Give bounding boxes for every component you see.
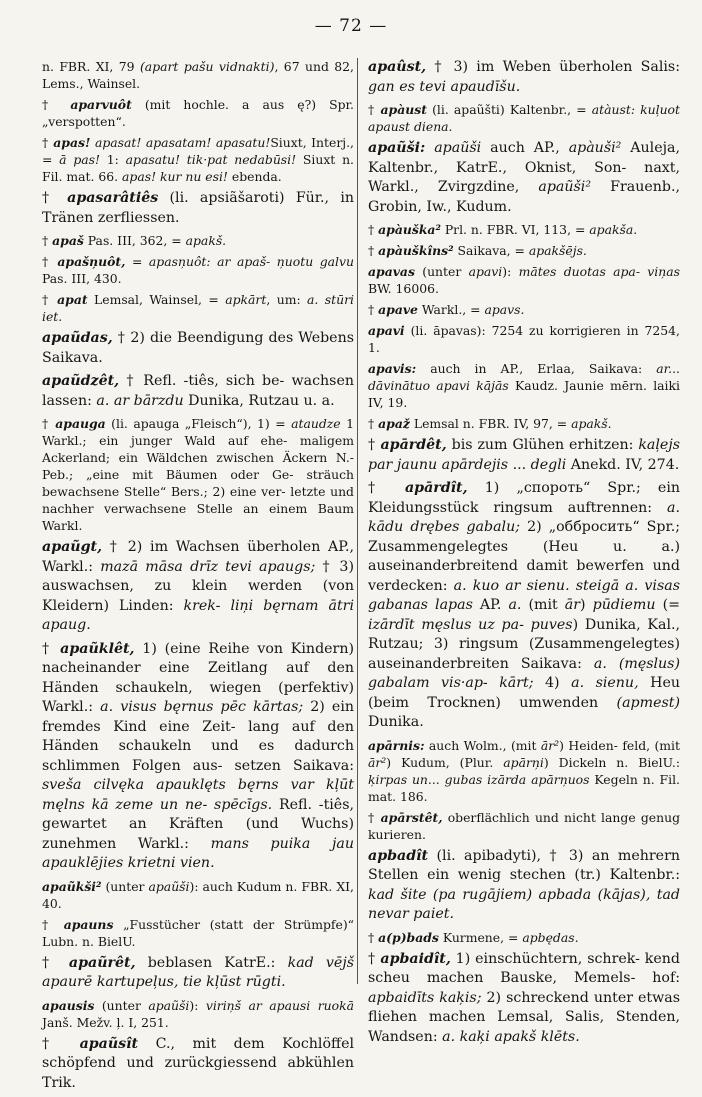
column-divider <box>357 58 358 984</box>
entry-headword: apaũkši² <box>42 878 102 894</box>
entry-text: (mit hochle. a aus ę?) Spr. „verspotten“. <box>42 97 354 129</box>
entry-text: (unter <box>94 997 149 1013</box>
entry-text: † <box>42 292 58 307</box>
dictionary-entry <box>368 950 680 1048</box>
entry-headword: apaũgt, <box>42 539 103 555</box>
entry-headword: apàuška² <box>378 222 441 237</box>
entry-headword: apavas <box>368 264 415 279</box>
dictionary-entry <box>42 997 354 1031</box>
entry-text: † <box>42 233 53 248</box>
entry-headword: apasarâtiês <box>67 190 159 206</box>
entry-text: † <box>368 950 381 967</box>
entry-headword: aparvuôt <box>70 97 132 112</box>
entry-headword: apauns <box>63 916 114 932</box>
entry-text: BW. 16006. <box>368 281 439 296</box>
entry-text: (unter <box>101 878 149 894</box>
entry-text: C., mit dem Kochlöffel schöpfend und zurückgiessend abkühlen Trik. <box>42 1035 354 1091</box>
entry-headword: apavi <box>368 323 405 338</box>
entry-headword: apaũdas, <box>42 330 113 346</box>
dictionary-entry <box>368 479 680 733</box>
entry-example: mātes duotas apa- viņas <box>518 264 680 279</box>
dictionary-entry <box>368 360 680 411</box>
entry-text: † <box>42 640 61 657</box>
entry-text: ) <box>580 597 593 613</box>
dictionary-entry <box>368 139 680 217</box>
entry-example: krek- liņi bęrnam ātri apaug. <box>42 597 354 633</box>
entry-example: apasņuôt: ar apaš- ņuotu galvu <box>148 254 355 269</box>
entry-headword: apaũši: <box>368 140 426 156</box>
entry-text: (= <box>655 597 680 613</box>
entry-text: auch AP., <box>481 140 569 156</box>
dictionary-entry <box>42 954 354 993</box>
dictionary-entry <box>42 1035 354 1094</box>
entry-text: Dunika. <box>368 714 424 730</box>
entry-example: a. ar bārzdu <box>96 392 184 409</box>
entry-text: Saikava, = <box>453 243 529 258</box>
dictionary-entry <box>368 809 680 843</box>
entry-headword: apārnis: <box>368 737 425 753</box>
entry-example: apkārt <box>225 292 267 307</box>
entry-text: Kegeln n. Fil. mat. 186. <box>368 771 680 804</box>
dictionary-entry <box>42 640 354 874</box>
entry-example: (apart pašu vidnakti) <box>139 59 275 74</box>
dictionary-entry <box>368 263 680 297</box>
entry-text: = <box>125 254 149 269</box>
entry-text: ): <box>502 264 519 279</box>
entry-text: Lemsal n. FBR. IV, 97, = <box>409 416 572 431</box>
entry-headword: a(p)bads <box>378 929 439 945</box>
entry-text: auch in AP., Erlaa, Saikava: <box>416 361 657 376</box>
entry-headword: apaš <box>52 233 84 248</box>
entry-text: beblasen KatrE.: <box>135 954 288 971</box>
entry-text: ) Heiden- feld, (mit <box>559 737 680 753</box>
entry-headword: apbadît <box>368 847 429 864</box>
entry-example: ār² <box>540 737 560 753</box>
entry-example: apakš. <box>571 416 612 431</box>
entry-example: ār² <box>368 754 387 770</box>
dictionary-entry <box>368 58 680 97</box>
entry-text: ): <box>189 997 206 1013</box>
dictionary-entry <box>42 232 354 249</box>
entry-example: apaũši <box>148 997 190 1013</box>
entry-example: a. (męslus) gabalam vis·ap- kārt; <box>368 655 680 691</box>
entry-text: 1) (eine Reihe von Kindern) nacheinander eine Zeitlang auf den Händen schaukeln, wiegen (perfektiv) Warkl.: <box>42 640 354 715</box>
entry-text: 4) <box>533 675 572 691</box>
entry-text: Heu (beim Trocknen) umwenden <box>368 675 681 711</box>
entry-text: ) Dunika, Kal., Rutzau; 3) ringsum (Zusammengelegtes) auseinanderbreiten Saikava: <box>368 616 681 672</box>
entry-text: † <box>368 416 379 431</box>
dictionary-entry <box>368 929 680 946</box>
entry-headword: apaũklêt, <box>60 640 135 657</box>
entry-text: „Fusstücher (statt der Strümpfe)“ Lubn. n. BielU. <box>42 916 354 949</box>
entry-example: apakša. <box>589 222 638 237</box>
dictionary-entry <box>368 242 680 259</box>
entry-text: 1) einschüchtern, schrek- kend scheu machen Bauske, Memels- hof: <box>368 950 680 986</box>
entry-text: † <box>42 254 58 269</box>
entry-headword: apauga <box>55 416 106 431</box>
right-column <box>368 58 680 1051</box>
entry-example: apaũši <box>434 140 482 156</box>
entry-example: apbędas. <box>522 929 579 945</box>
entry-example: ķirpas un... gubas izārda apārņuos <box>368 771 590 787</box>
dictionary-entry <box>368 847 680 925</box>
entry-headword: apaũsît <box>79 1035 139 1052</box>
entry-text: Siuxt, Interj., = <box>42 135 354 167</box>
entry-example: atàust: kuļuot apaust diena. <box>368 102 680 134</box>
entry-headword: apausis <box>42 997 95 1013</box>
entry-example: gan es tevi apaudīšu. <box>368 78 521 95</box>
entry-headword: apat <box>57 292 88 307</box>
dictionary-entry <box>42 253 354 287</box>
entry-headword: apave <box>378 302 418 317</box>
entry-text: oberflächlich und nicht lange genug kurieren. <box>368 809 680 842</box>
entry-text: † <box>42 97 71 112</box>
entry-text: bis zum Glühen erhitzen: <box>446 437 639 453</box>
entry-text: Pas. III, 430. <box>42 271 122 286</box>
entry-example: a. kuo ar sienu. steigā a. visas gabanas lapas <box>368 577 680 613</box>
dictionary-entry <box>42 291 354 325</box>
entry-example: izārdīt męslus uz pa- puves <box>368 616 573 633</box>
entry-example: a. sienu, <box>571 675 639 691</box>
dictionary-entry <box>42 189 354 228</box>
entry-example: apakšējs. <box>528 243 587 258</box>
dictionary-entry <box>368 101 680 135</box>
dictionary-entry <box>368 322 680 356</box>
dictionary-entry <box>42 329 354 368</box>
entry-example: apakš. <box>185 233 227 248</box>
entry-text: 1) „спорoть“ Spr.; ein Kleidungsstück ringsum auftrennen: <box>368 480 680 516</box>
page-number: — 72 — <box>314 16 388 36</box>
entry-text: (unter <box>414 264 469 279</box>
entry-text: (mit <box>521 597 565 613</box>
entry-example: kad šite (pa rugājiem) apbada (kājas), tad nevar paiet. <box>368 886 680 922</box>
entry-example: apaũši² <box>538 179 592 195</box>
entry-example: (apmest) <box>616 694 680 711</box>
entry-text: (li. apibadyti), † 3) an mehrern Stellen ein wenig stechen (tr.) Kaltenbr.: <box>368 847 680 883</box>
entry-text: Kaudz. Jaunie mērn. laiki IV, 19. <box>368 378 680 410</box>
entry-text: Lemsal, Wainsel, = <box>87 292 226 307</box>
entry-headword: apārdêt, <box>380 437 447 453</box>
entry-text: 2) ein fremdes Kind eine Zeit- lang auf den Händen schaukeln und es dadurch schlimmen Folgen aus- setzen Saikava: <box>42 699 355 774</box>
entry-example: apasat! apasatam! apasatu! <box>94 135 271 150</box>
entry-headword: apaž <box>378 416 410 431</box>
entry-example: apavi <box>468 264 503 279</box>
entry-example: pūdiemu <box>592 597 656 613</box>
entry-text: , 67 und 82, Lems., Wainsel. <box>42 59 354 91</box>
entry-example: a. <box>508 597 522 613</box>
entry-text: Kurmene, = <box>438 929 523 945</box>
entry-example: apbaidīts kaķis; <box>368 989 482 1006</box>
entry-text: AP. <box>472 597 509 613</box>
entry-headword: apàuškîns² <box>378 243 454 258</box>
entry-text: ebenda. <box>227 169 282 184</box>
dictionary-entry <box>42 134 354 185</box>
dictionary-entry <box>368 737 680 805</box>
dictionary-entry <box>42 878 354 912</box>
dictionary-entry <box>368 436 680 475</box>
entry-example: apasatu! tik·pat nedabūsi! <box>125 152 297 167</box>
entry-headword: apārstêt, <box>380 809 443 825</box>
entry-headword: apārdît, <box>404 480 468 496</box>
entry-text: † <box>368 929 379 945</box>
entry-text: † 3) im Weben überholen Salis: <box>426 59 680 75</box>
entry-example: apàuši² <box>568 140 622 156</box>
entry-headword: apaũrêt, <box>68 954 136 971</box>
entry-text: † <box>42 1035 80 1052</box>
dictionary-entry <box>42 538 354 636</box>
entry-example: ataudze <box>291 416 341 431</box>
entry-text: ) Dickeln n. BielU.: <box>543 754 680 770</box>
entry-text: Pas. III, 362, = <box>83 233 186 248</box>
entry-example: viriņš ar apausi ruokā <box>205 997 354 1013</box>
entry-example: ar... dāvinātuo apavi kājās <box>368 361 680 393</box>
entry-example: sveša cilvęka apauklęts bęrns var kļūt męlns kā zeme un ne- spēcīgs. <box>42 777 354 813</box>
dictionary-entry <box>368 221 680 238</box>
entry-text: Dunika, Rutzau u. a. <box>183 392 335 409</box>
dictionary-entry <box>42 58 354 92</box>
entry-text: ): auch Kudum n. FBR. XI, 40. <box>42 878 354 911</box>
entry-text: † <box>42 416 56 431</box>
dictionary-entry <box>42 916 354 950</box>
entry-text: † <box>368 222 379 237</box>
entry-text: † Refl. -tiês, sich be- wachsen lassen: <box>42 373 354 409</box>
entry-example: mazā māsa drīz tevi apaugs; <box>100 558 316 575</box>
entry-text: Prl. n. FBR. VI, 113, = <box>440 222 590 237</box>
entry-text: † 3) auswachsen, zu klein werden (von Kleidern) Linden: <box>42 558 354 614</box>
entry-text: (li. āpavas): 7254 zu korrigieren in 7254, 1. <box>368 323 680 355</box>
entry-example: kaļejs par jaunu apārdejis ... degli <box>368 437 680 473</box>
entry-text: † <box>42 954 69 971</box>
entry-text: Warkl., = <box>417 302 485 317</box>
entry-example: apārņi <box>503 754 544 770</box>
entry-text: 2) „оббросить“ Spr.; Zusammengelegtes (Heu u. a.) auseinanderbreitend damit bewerfen und verdecken: <box>368 519 680 594</box>
entry-example: a. visus bęrnus pēc kārtas; <box>100 699 304 715</box>
entry-example: mans puika jau apauklējies krietni vien. <box>42 835 354 871</box>
entry-headword: apašņuôt, <box>57 254 126 269</box>
entry-text: auch Wolm., (mit <box>424 737 541 753</box>
entry-text: 1 Warkl.; ein junger Wald auf ehe- maligem Ackerland; ein Wäldchen zwischen Äckern N.-Peb.; „eine mit Bäumen oder Ge- sträuch bewachsene Stelle“ Bers.; 2) eine ver- letzte und nachher verwachsene Stelle an einem Baum Warkl. <box>42 416 354 533</box>
entry-example: a. kaķi apakš klēts. <box>442 1028 580 1045</box>
entry-text: Auleja, Kaltenbr., KatrE., Oknist, Son- naxt, Warkl., Zvirgzdine, <box>368 140 680 195</box>
entry-text: (li. apsiãšaroti) Für., in Tränen zerfliessen. <box>42 190 354 226</box>
entry-text: n. FBR. XI, 79 <box>42 59 140 74</box>
entry-text: (li. apauga „Fleisch“), 1) = <box>105 416 292 431</box>
entry-text: † <box>368 437 381 453</box>
entry-text: 2) schreckend unter etwas fliehen machen Lemsal, Salis, Stenden, Wandsen: <box>368 989 680 1045</box>
dictionary-entry <box>368 415 680 432</box>
entry-text <box>425 140 434 156</box>
entry-text: 1: <box>100 152 126 167</box>
dictionary-entry <box>368 301 680 318</box>
entry-headword: apaûst, <box>368 59 427 75</box>
entry-example: a. stūri iet. <box>42 292 355 324</box>
entry-example: apaũši <box>148 878 190 894</box>
entry-text: ) Kudum, (Plur. <box>386 754 504 770</box>
entry-text: Janš. Mežv. ļ. I, 251. <box>42 1014 169 1030</box>
dictionary-entry <box>42 372 354 411</box>
entry-text: Frauenb., Grobin, Iw., Kudum. <box>368 179 680 215</box>
entry-text: Anekd. IV, 274. <box>566 456 680 473</box>
entry-text: † <box>368 243 379 258</box>
entry-text: Siuxt n. Fil. mat. 66. <box>42 152 354 184</box>
entry-text: † <box>42 916 64 932</box>
entry-text: , um: <box>266 292 308 307</box>
entry-example: apavs. <box>484 302 525 317</box>
entry-headword: apavis: <box>368 361 417 376</box>
entry-headword: apàust <box>380 102 427 117</box>
entry-headword: apas! <box>53 135 91 150</box>
entry-headword: apbaidît, <box>380 950 451 967</box>
dictionary-entry <box>42 96 354 130</box>
entry-text: † <box>42 190 68 206</box>
entry-headword: apaũdzêt, <box>42 373 120 389</box>
entry-example: ā pas! <box>59 152 100 167</box>
left-column <box>42 58 354 1097</box>
entry-text: † <box>368 480 405 496</box>
entry-example: ār <box>564 597 581 613</box>
entry-text: † <box>368 302 379 317</box>
entry-text: (li. apaũšti) Kaltenbr., = <box>426 102 592 117</box>
dictionary-entry <box>42 415 354 534</box>
entry-text: † 2) im Wachsen überholen AP., Warkl.: <box>42 539 354 575</box>
entry-text: † <box>368 102 381 117</box>
entry-text: Refl. -tiês, gewartet an Kräften (und Wuchs) zunehmen Warkl.: <box>42 796 354 852</box>
entry-text: † <box>368 809 381 825</box>
entry-example: kad vējš apaurē kartupeļus, tie kļūst rūgti. <box>42 954 355 990</box>
entry-example: apas! kur nu esi! <box>122 169 228 184</box>
entry-text: † 2) die Beendigung des Webens Saikava. <box>42 330 354 366</box>
entry-example: a. kādu drębes gabalu; <box>368 499 680 535</box>
entry-text: † <box>42 135 54 150</box>
